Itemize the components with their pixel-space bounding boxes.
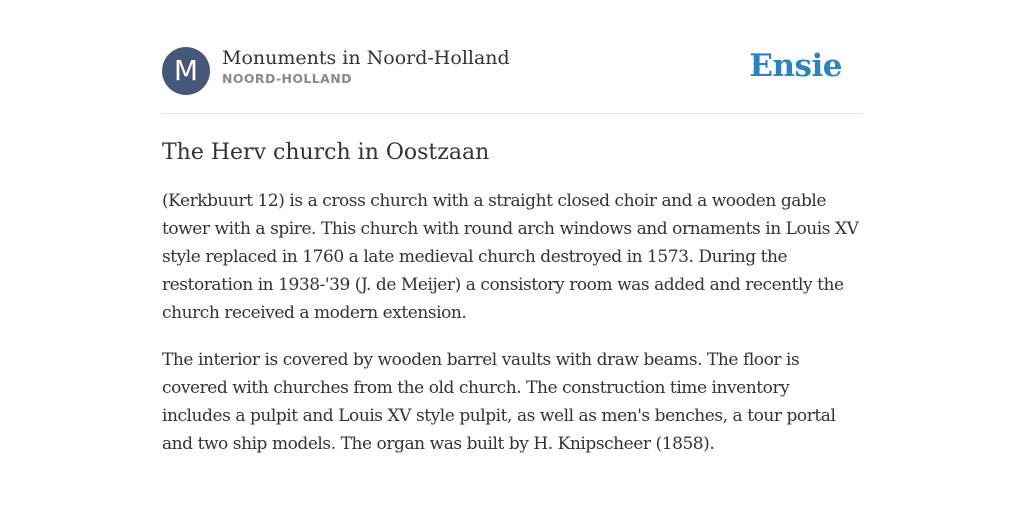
article-paragraph: (Kerkbuurt 12) is a cross church with a straight closed choir and a wooden gable tower with a spire. This church with round arch windows and ornaments in Louis XV style replaced in 1760 a late medieval church destroyed in 1573. During the restoration in 1938-'39 (J. de Meijer) a consistory room was added and recently the church received a modern extension. [162,191,859,323]
site-info [222,46,510,86]
site-title[interactable]: Monuments in Noord-Holland [222,47,510,69]
header [162,46,862,114]
avatar[interactable]: M [162,47,210,95]
article-paragraph: The interior is covered by wooden barrel vaults with draw beams. The floor is covered with churches from the old church. The construction time inventory includes a pulpit and Louis XV style pulpit, as well as men's benches, a tour portal and two ship models. The organ was built by H. Knipscheer (1858). [162,350,836,454]
content-container [162,46,862,458]
brand-logo[interactable]: Ensie [749,48,842,84]
article-title: The Herv church in Oostzaan [162,140,490,165]
site-subtitle[interactable]: NOORD-HOLLAND [222,71,352,86]
